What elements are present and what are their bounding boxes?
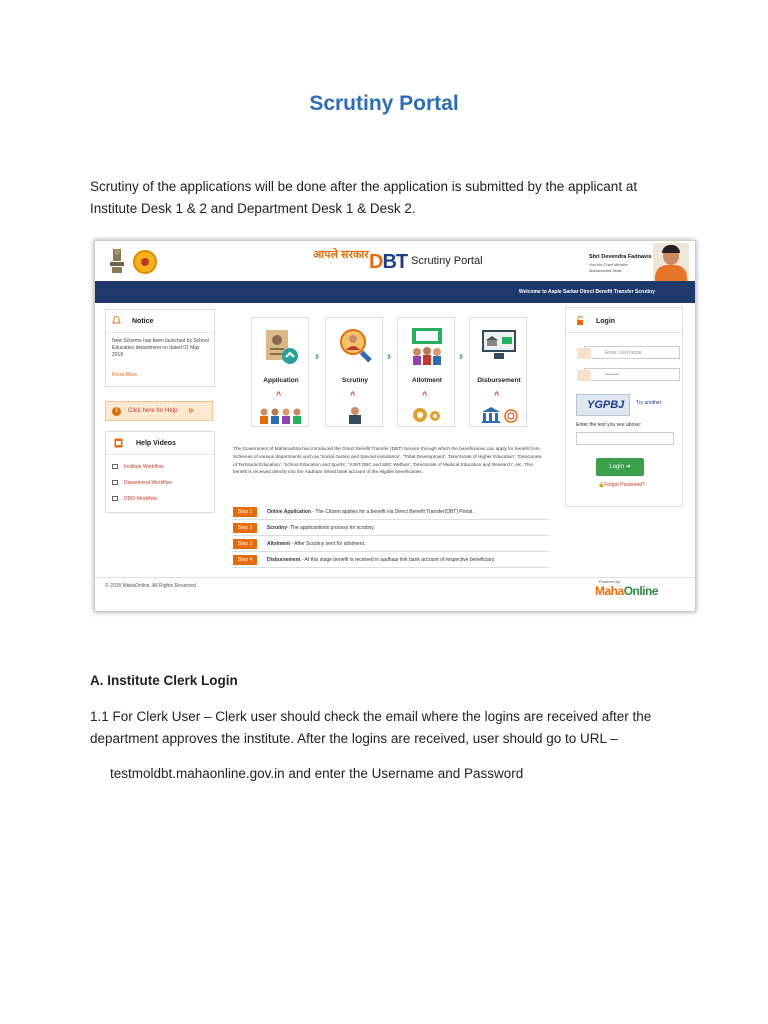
help-videos-title: Help Videos	[136, 440, 176, 447]
captcha-image: YGPBJ	[576, 394, 630, 416]
cm-name: Shri Devendra Fadnavis	[589, 254, 652, 260]
notice-title: Notice	[132, 318, 154, 325]
welcome-text: Welcome to Aaple Sarkar Direct Benefit Transfer Scrutiny	[518, 289, 655, 295]
stage-label: Disbursement	[477, 377, 521, 384]
chevron-right-icon: ›	[315, 349, 319, 363]
video-icon	[112, 480, 118, 485]
video-link-department-workflow[interactable]: Department Workflow	[112, 480, 172, 486]
portal-name: Scrutiny Portal	[411, 255, 483, 267]
step-1	[233, 505, 549, 520]
chevron-right-icon: ›	[387, 349, 391, 363]
try-another-link[interactable]: Try another	[636, 400, 662, 406]
gears-icon	[404, 406, 450, 424]
login-title: Login	[596, 318, 616, 325]
captcha-label: Enter the text you see above:	[576, 422, 642, 428]
step-badge: Step 3	[233, 539, 257, 549]
state-emblem-icon	[107, 247, 127, 275]
video-icon	[112, 496, 118, 501]
step-text: Online Application - The Citizen applies for a benefit via Direct Benefit Transfer(DBT) Portal.	[267, 509, 474, 515]
bank-aadhaar-icon	[476, 406, 522, 424]
stage-allotment	[397, 317, 455, 427]
nav-bar	[95, 281, 695, 303]
key-icon	[577, 370, 591, 381]
people-group-icon	[258, 406, 304, 424]
lock-icon	[576, 316, 584, 325]
clerk-line-2: department approves the institute. After the logins are received, user should go to URL –	[90, 731, 618, 746]
step-badge: Step 1	[233, 507, 257, 517]
step-2	[233, 521, 549, 536]
powered-by-mahaonline: Powered by MahaOnline	[595, 579, 659, 598]
know-more-link[interactable]: Know More	[112, 372, 138, 378]
document-title: Scrutiny Portal	[309, 92, 459, 115]
step-4	[233, 553, 549, 568]
login-button[interactable]: Login ➜	[596, 458, 644, 476]
clerk-line-1: 1.1 For Clerk User – Clerk user should check the email where the logins are received after the	[90, 709, 652, 724]
password-field[interactable]: ••••••••	[584, 368, 680, 381]
stage-scrutiny	[325, 317, 383, 427]
stage-label: Allotment	[412, 377, 442, 384]
forgot-password-link[interactable]: 🔒Forgot Password?	[598, 482, 645, 488]
stage-label: Scrutiny	[341, 377, 368, 384]
dbt-intro-text: The Government of Maharashtra has introduced the Direct Benefit Transfer (DBT) Service through which the beneficiaries can apply for benefit from Schemes of various departments such as 'Social Justice and Special Assistance', 'Tribal Development', 'Directorate of Higher Education', 'Directorate of Technical Education', 'School Education and Sports', 'VJNT,OBC and SBC Welfare', 'Directorate of Medical Education and Research', etc. This benefit is received directly into the Aadhaar linked bank account of the eligible beneficiaries.	[233, 446, 542, 475]
section-heading: A. Institute Clerk Login	[90, 673, 238, 688]
chevron-up-icon: ^	[350, 390, 356, 400]
clerk-paragraph	[90, 706, 690, 750]
login-panel	[565, 307, 683, 507]
video-link-ddo-workflow[interactable]: DDO Workflow	[112, 496, 157, 502]
help-button[interactable]	[105, 401, 213, 421]
username-field[interactable]: Enter Username	[584, 346, 680, 359]
portal-screenshot	[94, 240, 696, 612]
cm-photo	[653, 243, 689, 281]
help-button-label: Click here for Help	[128, 408, 178, 414]
stage-disbursement	[469, 317, 527, 427]
step-3	[233, 537, 549, 552]
chevron-right-icon: ›	[459, 349, 463, 363]
video-icon	[112, 464, 118, 469]
intro-line-1: Scrutiny of the applications will be done after the application is submitted by the applicant at	[90, 179, 638, 194]
maharashtra-seal-icon	[133, 250, 157, 274]
chevron-up-icon: ^	[422, 390, 428, 400]
user-icon	[577, 348, 591, 359]
video-link-institute-workflow[interactable]: Institute Workflow	[112, 464, 163, 470]
info-icon: i	[112, 407, 121, 416]
cm-title: Hon'ble Chief Minister Maharashtra State	[589, 262, 629, 273]
arrow-right-icon: ➜	[625, 464, 631, 470]
intro-paragraph	[90, 176, 690, 220]
copyright: © 2018 MahaOnline. All Rights Reserved.	[105, 583, 198, 589]
person-icon	[332, 406, 378, 424]
chevron-up-icon: ^	[494, 390, 500, 400]
magnifier-icon	[336, 326, 374, 366]
double-chevron-right-icon: »	[188, 405, 194, 416]
step-badge: Step 2	[233, 523, 257, 533]
allotment-board-icon	[408, 326, 446, 366]
help-videos-panel	[105, 431, 215, 513]
notice-text: New Scheme has been launched by School Education department on dated 01 May 2018	[112, 338, 209, 358]
intro-line-2: Institute Desk 1 & 2 and Department Desk 1 & Desk 2.	[90, 201, 416, 216]
bank-transfer-icon	[480, 326, 518, 366]
step-badge: Step 4	[233, 555, 257, 565]
aaple-sarkar-dbt-logo: आपले सरकार DBT	[313, 249, 408, 273]
stage-application	[251, 317, 309, 427]
chevron-up-icon: ^	[276, 390, 282, 400]
captcha-input[interactable]	[576, 432, 674, 445]
step-text: Scrutiny- The applicantions process for scrutiny.	[267, 525, 375, 531]
video-file-icon	[114, 438, 123, 448]
notice-panel	[105, 309, 215, 387]
step-text: Disbursement - At this stage benefit is received in aadhaar link bank account of respective beneficiary.	[267, 557, 496, 563]
application-document-icon	[262, 326, 300, 366]
step-text: Allotment - After Scrutiny sent for allotment.	[267, 541, 366, 547]
stage-label: Application	[263, 377, 299, 384]
portal-header	[95, 241, 695, 281]
url-paragraph: testmoldbt.mahaonline.gov.in and enter the Username and Password	[110, 766, 524, 781]
bell-icon	[112, 316, 121, 325]
lock-icon: 🔒	[598, 482, 605, 488]
